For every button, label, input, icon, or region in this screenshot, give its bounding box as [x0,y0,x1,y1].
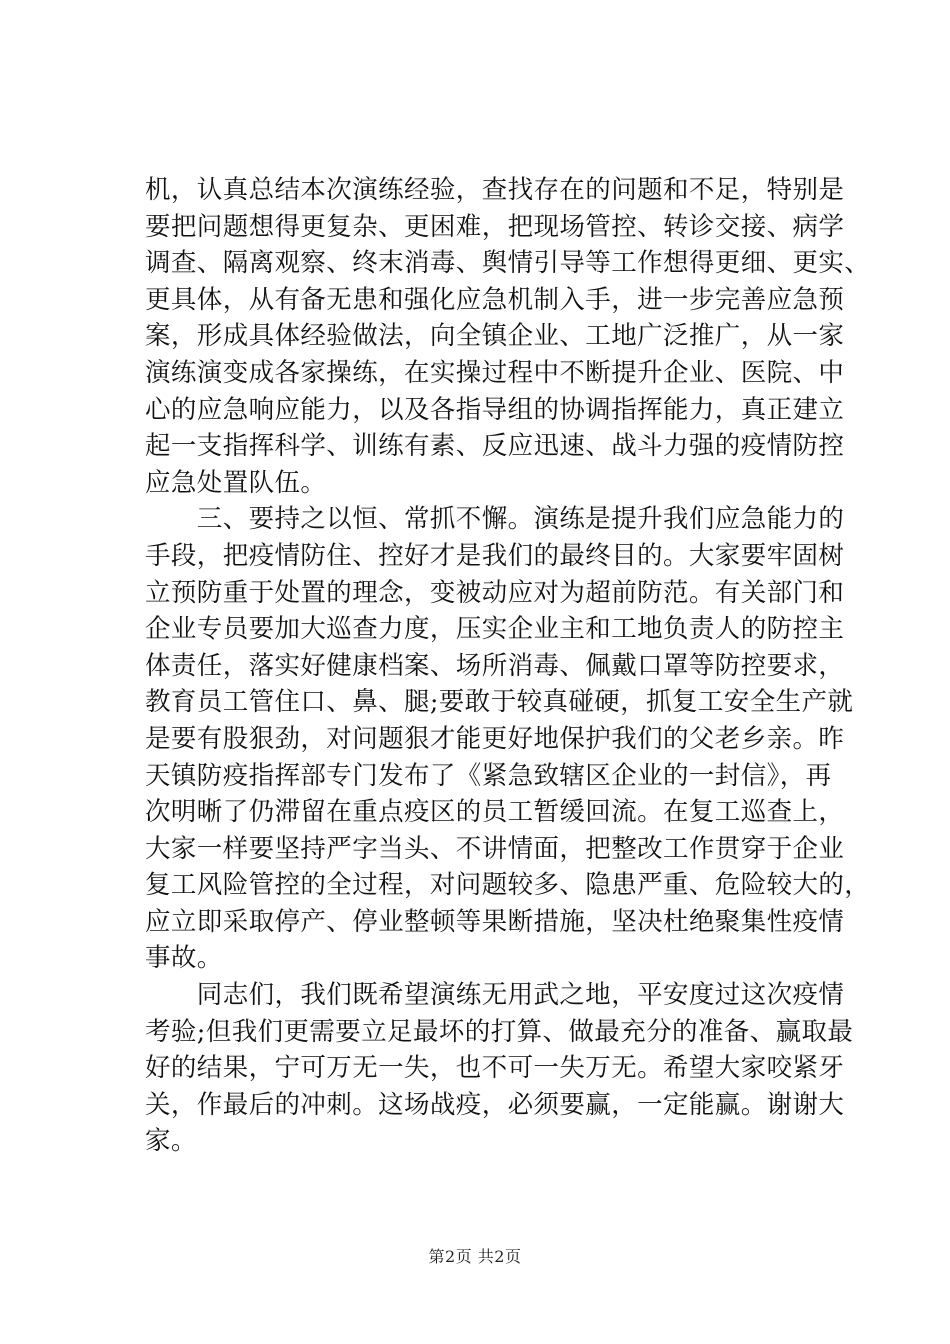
text-line: 应急处置队伍。 [145,467,327,498]
text-line: 起一支指挥科学、训练有素、反应迅速、战斗力强的疫情防控 [145,431,845,462]
text-line: 演练演变成各家操练，在实操过程中不断提升企业、医院、中 [145,357,845,388]
text-line: 企业专员要加大巡查力度，压实企业主和工地负责人的防控主 [145,614,845,645]
text-line: 关，作最后的冲刺。这场战疫，必须要赢，一定能赢。谢谢大 [145,1089,845,1120]
text-line: 复工风险管控的全过程，对问题较多、隐患严重、危险较大的， [145,870,871,901]
text-line: 更具体，从有备无患和强化应急机制入手，进一步完善应急预 [145,284,845,315]
text-line: 要把问题想得更复杂、更困难，把现场管控、转诊交接、病学 [145,211,845,242]
text-line: 三、要持之以恒、常抓不懈。演练是提升我们应急能力的 [145,504,845,535]
text-line: 好的结果，宁可万无一失，也不可一失万无。希望大家咬紧牙 [145,1053,845,1084]
page-footer: 第2页 共2页 [428,1247,522,1266]
text-line: 天镇防疫指挥部专门发布了《紧急致辖区企业的一封信》，再 [145,760,832,791]
text-line: 体责任，落实好健康档案、场所消毒、佩戴口罩等防控要求， [145,650,845,681]
text-line: 应立即采取停产、停业整顿等果断措施，坚决杜绝聚集性疫情 [145,906,845,937]
text-line: 次明晰了仍滞留在重点疫区的员工暂缓回流。在复工巡查上， [145,797,845,828]
body-text [145,172,871,1160]
text-line: 考验;但我们更需要立足最坏的打算、做最充分的准备、赢取最 [145,1016,854,1047]
text-line: 调查、隔离观察、终末消毒、舆情引导等工作想得更细、更实、 [145,248,871,279]
text-line: 立预防重于处置的理念，变被动应对为超前防范。有关部门和 [145,577,845,608]
text-line: 大家一样要坚持严字当头、不讲情面，把整改工作贯穿于企业 [145,833,845,864]
text-line: 机，认真总结本次演练经验，查找存在的问题和不足，特别是 [145,175,845,205]
text-line: 是要有股狠劲，对问题狠才能更好地保护我们的父老乡亲。昨 [145,723,845,754]
text-line: 家。 [145,1126,197,1157]
text-line: 教育员工管住口、鼻、腿;要敢于较真碰硬，抓复工安全生产就 [145,687,854,718]
text-line: 同志们，我们既希望演练无用武之地，平安度过这次疫情 [145,980,845,1011]
text-line: 案，形成具体经验做法，向全镇企业、工地广泛推广，从一家 [145,321,845,352]
text-line: 事故。 [145,943,223,974]
text-line: 心的应急响应能力，以及各指导组的协调指挥能力，真正建立 [145,394,845,425]
text-line: 手段，把疫情防住、控好才是我们的最终目的。大家要牢固树 [145,540,845,571]
